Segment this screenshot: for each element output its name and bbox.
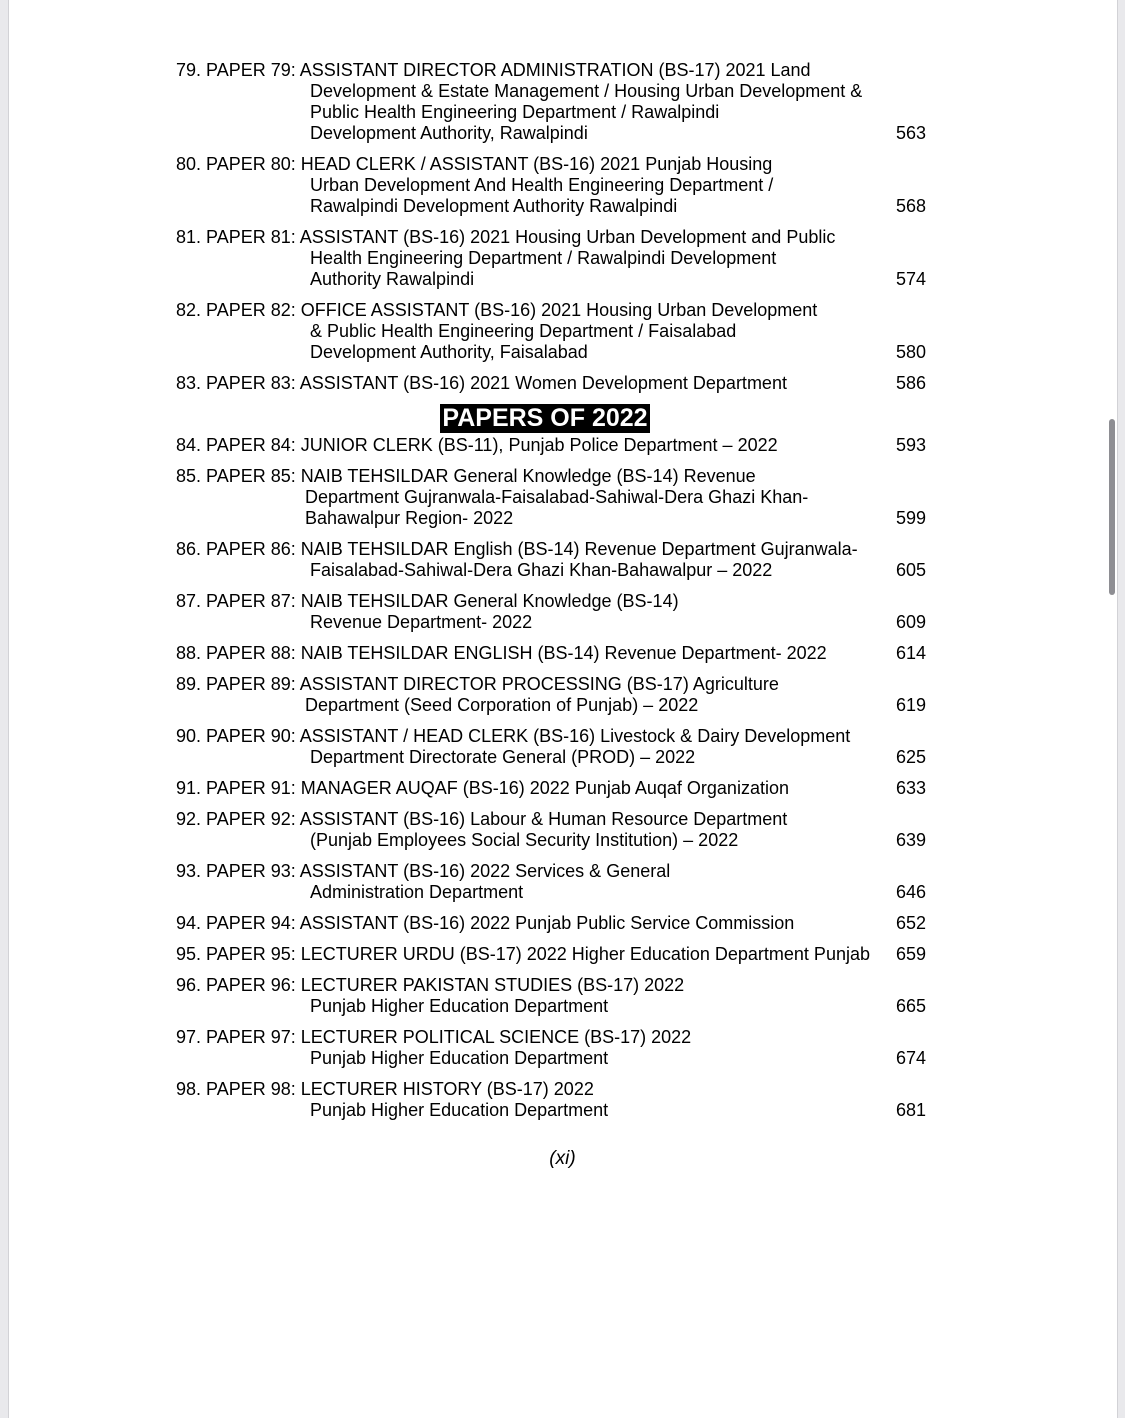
toc-entry-title-continued: Punjab Higher Education Department — [310, 1048, 609, 1068]
toc-entry[interactable] — [176, 373, 928, 394]
toc-list-2022 — [176, 435, 928, 1121]
toc-entry-title: 79. PAPER 79: ASSISTANT DIRECTOR ADMINISTRATION (BS-17) 2021 Land — [176, 60, 811, 80]
toc-entry-page: 625 — [895, 747, 926, 767]
toc-list-2021 — [176, 60, 928, 394]
toc-entry-page: 652 — [895, 913, 926, 933]
toc-entry-title: 85. PAPER 85: NAIB TEHSILDAR General Knowledge (BS-14) Revenue — [176, 466, 756, 486]
toc-entry-title-continued: Health Engineering Department / Rawalpindi Development — [310, 248, 777, 268]
toc-entry-title-continued: Bahawalpur Region- 2022 — [305, 508, 514, 528]
toc-entry-title-continued: Public Health Engineering Department / Rawalpindi — [310, 102, 720, 122]
toc-entry-title-continued: Rawalpindi Development Authority Rawalpindi — [310, 196, 678, 216]
toc-entry-title: 81. PAPER 81: ASSISTANT (BS-16) 2021 Housing Urban Development and Public — [176, 227, 836, 247]
toc-entry[interactable] — [176, 300, 928, 363]
toc-entry[interactable] — [176, 944, 928, 965]
toc-entry-page: 609 — [895, 612, 926, 632]
toc-entry-page: 586 — [895, 373, 926, 393]
toc-entry-page: 599 — [895, 508, 926, 528]
section-heading — [176, 404, 928, 435]
toc-entry[interactable] — [176, 435, 928, 456]
toc-entry-page: 674 — [895, 1048, 926, 1068]
page-edge-left — [0, 0, 9, 1418]
toc-entry-page: 659 — [895, 944, 926, 964]
page-number: (xi) — [549, 1148, 576, 1169]
toc-entry-title: 89. PAPER 89: ASSISTANT DIRECTOR PROCESSING (BS-17) Agriculture — [176, 674, 779, 694]
section-heading-label: PAPERS OF 2022 — [442, 404, 648, 432]
toc-entry-title: 92. PAPER 92: ASSISTANT (BS-16) Labour & Human Resource Department — [176, 809, 788, 829]
toc-entry[interactable] — [176, 726, 928, 768]
scrollbar-thumb[interactable] — [1109, 419, 1115, 595]
toc-entry-page: 574 — [895, 269, 926, 289]
toc-entry-title: 90. PAPER 90: ASSISTANT / HEAD CLERK (BS-16) Livestock & Dairy Development — [176, 726, 851, 746]
toc-entry[interactable] — [176, 643, 928, 664]
page-edge-right — [1117, 0, 1125, 1418]
toc-entry-title-continued: Development Authority, Faisalabad — [310, 342, 588, 362]
toc-entry[interactable] — [176, 60, 928, 144]
toc-entry-page: 665 — [895, 996, 926, 1016]
table-of-contents — [176, 60, 928, 1131]
toc-entry-page: 563 — [895, 123, 926, 143]
toc-entry-title: 80. PAPER 80: HEAD CLERK / ASSISTANT (BS-16) 2021 Punjab Housing — [176, 154, 773, 174]
toc-entry-page: 646 — [895, 882, 926, 902]
toc-entry-title-continued: Faisalabad-Sahiwal-Dera Ghazi Khan-Bahawalpur – 2022 — [310, 560, 773, 580]
toc-entry[interactable] — [176, 913, 928, 934]
toc-entry-title-continued: Urban Development And Health Engineering Department / — [310, 175, 774, 195]
toc-entry-title-continued: Development Authority, Rawalpindi — [310, 123, 588, 143]
toc-entry-page: 568 — [895, 196, 926, 216]
toc-entry-page: 633 — [895, 778, 926, 798]
toc-entry[interactable] — [176, 861, 928, 903]
toc-entry-title: 82. PAPER 82: OFFICE ASSISTANT (BS-16) 2021 Housing Urban Development — [176, 300, 818, 320]
toc-entry-title: 83. PAPER 83: ASSISTANT (BS-16) 2021 Women Development Department — [176, 373, 787, 393]
toc-entry-title-continued: & Public Health Engineering Department / Faisalabad — [310, 321, 737, 341]
toc-entry-page: 593 — [895, 435, 926, 455]
toc-entry[interactable] — [176, 591, 928, 633]
toc-entry-title-continued: Department (Seed Corporation of Punjab) – 2022 — [305, 695, 699, 715]
toc-entry-page: 619 — [895, 695, 926, 715]
toc-entry[interactable] — [176, 975, 928, 1017]
toc-entry[interactable] — [176, 154, 928, 217]
toc-entry-title: 97. PAPER 97: LECTURER POLITICAL SCIENCE (BS-17) 2022 — [176, 1027, 692, 1047]
toc-entry-title-continued: Punjab Higher Education Department — [310, 1100, 609, 1120]
toc-entry-title-continued: Authority Rawalpindi — [310, 269, 475, 289]
toc-entry-page: 614 — [895, 643, 926, 663]
toc-entry[interactable] — [176, 1079, 928, 1121]
toc-entry-page: 681 — [895, 1100, 926, 1120]
toc-entry-title: 96. PAPER 96: LECTURER PAKISTAN STUDIES (BS-17) 2022 — [176, 975, 685, 995]
toc-entry-page: 639 — [895, 830, 926, 850]
toc-entry[interactable] — [176, 674, 928, 716]
toc-entry-title: 88. PAPER 88: NAIB TEHSILDAR ENGLISH (BS-14) Revenue Department- 2022 — [176, 643, 827, 663]
toc-entry-title: 84. PAPER 84: JUNIOR CLERK (BS-11), Punjab Police Department – 2022 — [176, 435, 778, 455]
toc-entry-page: 605 — [895, 560, 926, 580]
toc-entry-title-continued: (Punjab Employees Social Security Institution) – 2022 — [310, 830, 739, 850]
toc-entry-title: 94. PAPER 94: ASSISTANT (BS-16) 2022 Punjab Public Service Commission — [176, 913, 795, 933]
toc-entry-title-continued: Punjab Higher Education Department — [310, 996, 609, 1016]
toc-entry-page: 580 — [895, 342, 926, 362]
toc-entry[interactable] — [176, 809, 928, 851]
toc-entry-title: 87. PAPER 87: NAIB TEHSILDAR General Knowledge (BS-14) — [176, 591, 679, 611]
toc-entry-title: 93. PAPER 93: ASSISTANT (BS-16) 2022 Services & General — [176, 861, 671, 881]
toc-entry-title: 98. PAPER 98: LECTURER HISTORY (BS-17) 2022 — [176, 1079, 594, 1099]
toc-entry-title: 95. PAPER 95: LECTURER URDU (BS-17) 2022 Higher Education Department Punjab — [176, 944, 870, 964]
toc-entry-title-continued: Department Gujranwala-Faisalabad-Sahiwal-Dera Ghazi Khan- — [305, 487, 809, 507]
toc-entry[interactable] — [176, 227, 928, 290]
toc-entry-title-continued: Administration Department — [310, 882, 524, 902]
toc-entry[interactable] — [176, 466, 928, 529]
toc-entry-title-continued: Development & Estate Management / Housing Urban Development & — [310, 81, 863, 101]
toc-entry[interactable] — [176, 1027, 928, 1069]
toc-entry[interactable] — [176, 539, 928, 581]
toc-entry-title-continued: Department Directorate General (PROD) – 2022 — [310, 747, 696, 767]
toc-entry-title-continued: Revenue Department- 2022 — [310, 612, 533, 632]
toc-entry-title: 86. PAPER 86: NAIB TEHSILDAR English (BS-14) Revenue Department Gujranwala- — [176, 539, 858, 559]
toc-entry-title: 91. PAPER 91: MANAGER AUQAF (BS-16) 2022 Punjab Auqaf Organization — [176, 778, 789, 798]
toc-entry[interactable] — [176, 778, 928, 799]
